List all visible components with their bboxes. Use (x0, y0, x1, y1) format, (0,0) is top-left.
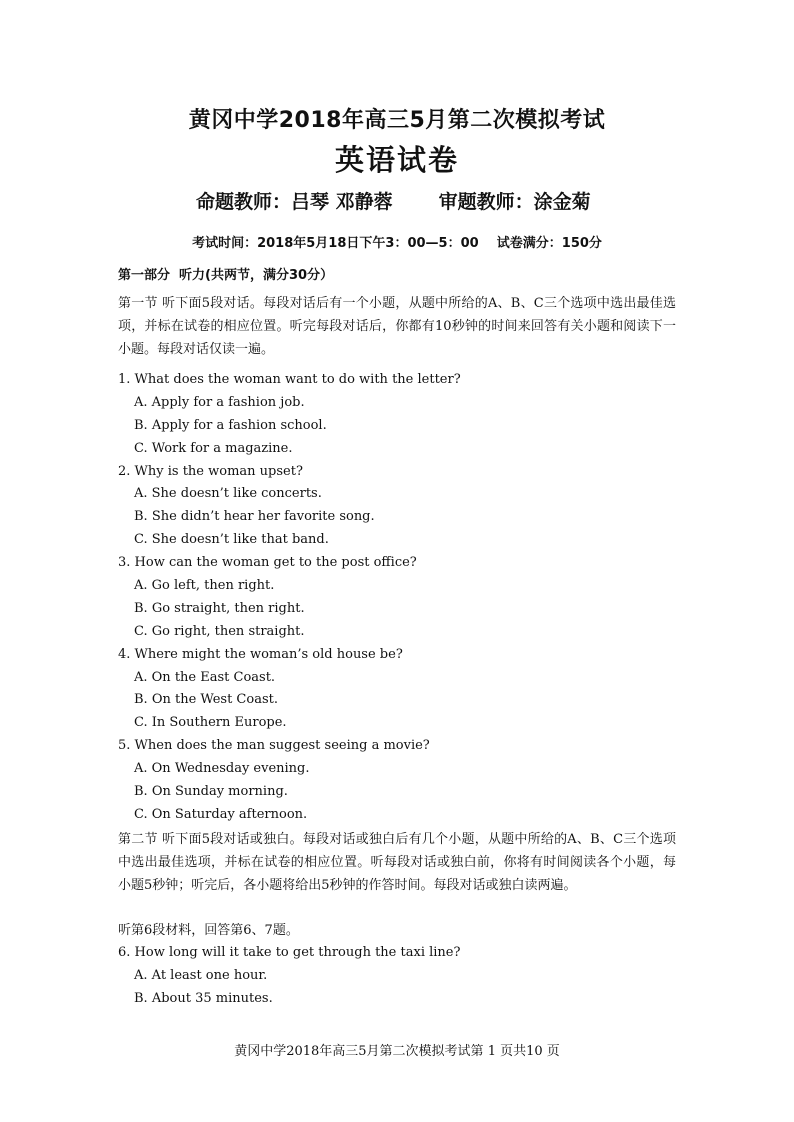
question-3: 3. How can the woman get to the post office? (118, 555, 417, 571)
option: B. Go straight, then right. (134, 600, 305, 616)
option: A. On Wednesday evening. (134, 761, 310, 777)
option: A. On the East Coast. (134, 669, 276, 685)
question-5: 5. When does the man suggest seeing a movie? (118, 738, 430, 754)
exam-title: 黄冈中学2018年高三5月第二次模拟考试 (188, 108, 606, 133)
option: B. On Sunday morning. (134, 784, 288, 800)
question-6: 6. How long will it take to get through the taxi line? (118, 945, 461, 960)
question-2: 2. Why is the woman upset? (118, 463, 303, 479)
option: A. Go left, then right. (134, 578, 275, 594)
option: B. On the West Coast. (134, 692, 278, 708)
option: C. Work for a magazine. (134, 440, 293, 456)
section1-instructions: 第一节 听下面5段对话。每段对话后有一个小题，从题中所给的A、B、C三个选项中选出最佳选项，并标在试卷的相应位置。听完每段对话后，你都有10秒钟的时间来回答有关小题和阅读下一小题。每段对话仅读一遍。 (118, 296, 676, 357)
option: B. About 35 minutes. (134, 990, 273, 1006)
section2-instructions: 第二节 听下面5段对话或独白。每段对话或独白后有几个小题，从题中所给的A、B、C三个选项中选出最佳选项，并标在试卷的相应位置。听每段对话或独白前，你将有时间阅读各个小题，每小题5秒钟；听完后，各小题将给出5秒钟的作答时间。每段对话或独白读两遍。 (118, 832, 676, 893)
page-footer: 黄冈中学2018年高三5月第二次模拟考试第 1 页共10 页 (234, 1044, 560, 1059)
option: B. She didn’t hear her favorite song. (134, 509, 375, 525)
teacher-credits (196, 187, 616, 214)
reviewer-teacher: 审题教师：涂金菊 (438, 191, 591, 213)
option: C. In Southern Europe. (134, 715, 287, 731)
setter-teachers: 命题教师：吕琴 邓静蓉 (196, 191, 393, 213)
option: A. Apply for a fashion job. (134, 394, 305, 410)
question-1: 1. What does the woman want to do with the letter? (118, 372, 461, 387)
question-list (118, 369, 678, 827)
exam-info: 考试时间：2018年5月18日下午3：00—5：00 试卷满分：150分 (192, 236, 602, 251)
option: A. At least one hour. (134, 967, 268, 983)
option: A. She doesn’t like concerts. (134, 486, 322, 502)
part1-heading: 第一部分 听力(共两节，满分30分） (118, 268, 334, 283)
subject-title: 英语试卷 (334, 143, 459, 177)
option: B. Apply for a fashion school. (134, 417, 327, 433)
question-4: 4. Where might the woman’s old house be? (118, 646, 403, 662)
option: C. On Saturday afternoon. (134, 806, 308, 822)
option: C. Go right, then straight. (134, 623, 305, 639)
option: C. She doesn’t like that band. (134, 532, 329, 548)
material6-intro: 听第6段材料，回答第6、7题。 (118, 923, 299, 938)
question-6-block (118, 942, 678, 1011)
